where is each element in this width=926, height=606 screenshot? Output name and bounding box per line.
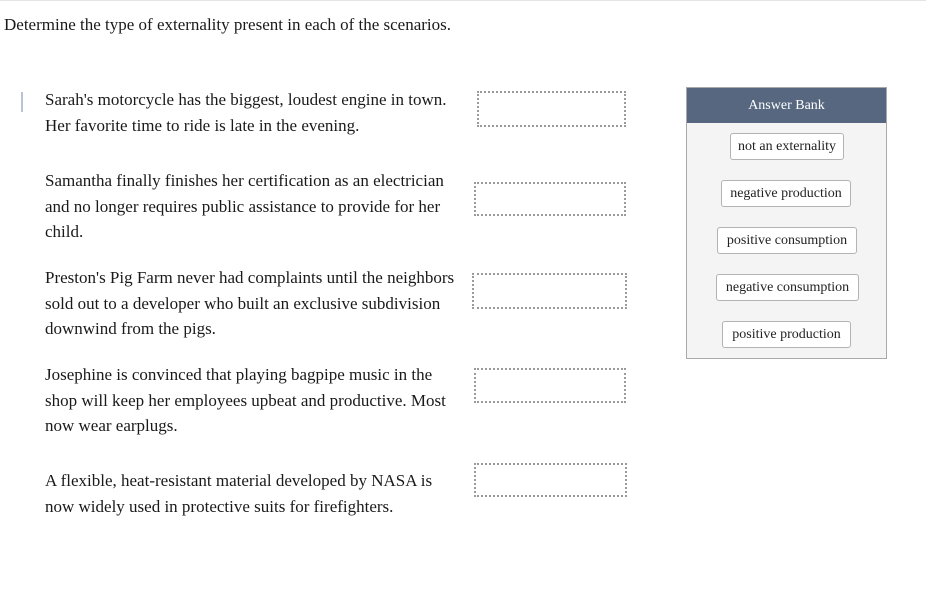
drop-target-3[interactable] — [472, 273, 627, 309]
answer-bank-title: Answer Bank — [687, 88, 886, 123]
instructions-text: Determine the type of externality present in each of the scenarios. — [4, 15, 452, 34]
answer-chip-negative-consumption[interactable]: negative consumption — [716, 274, 859, 301]
drop-target-5[interactable] — [474, 463, 627, 497]
scenario-1-text: Sarah's motorcycle has the biggest, loudest engine in town. Her favorite time to ride is late in the evening. — [45, 90, 447, 135]
answer-chip-positive-consumption[interactable]: positive consumption — [717, 227, 857, 254]
scenario-2-text: Samantha finally finishes her certification as an electrician and no longer requires public assistance to provide for her child. — [45, 171, 444, 241]
answer-chip-not-an-externality[interactable]: not an externality — [730, 133, 844, 160]
focus-indicator — [21, 92, 23, 112]
answer-chip-positive-production[interactable]: positive production — [722, 321, 851, 348]
answer-chip-negative-production[interactable]: negative production — [721, 180, 851, 207]
drop-target-2[interactable] — [474, 182, 626, 216]
top-divider — [0, 0, 926, 1]
answer-bank — [686, 87, 887, 359]
scenario-3-text: Preston's Pig Farm never had complaints until the neighbors sold out to a developer who built an exclusive subdivision downwind from the pigs. — [45, 268, 455, 338]
scenario-4-text: Josephine is convinced that playing bagpipe music in the shop will keep her employees upbeat and productive. Most now wear earplugs. — [45, 365, 446, 435]
drop-target-1[interactable] — [477, 91, 626, 127]
scenario-5-text: A flexible, heat-resistant material developed by NASA is now widely used in protective suits for firefighters. — [45, 471, 433, 516]
drop-target-4[interactable] — [474, 368, 626, 403]
